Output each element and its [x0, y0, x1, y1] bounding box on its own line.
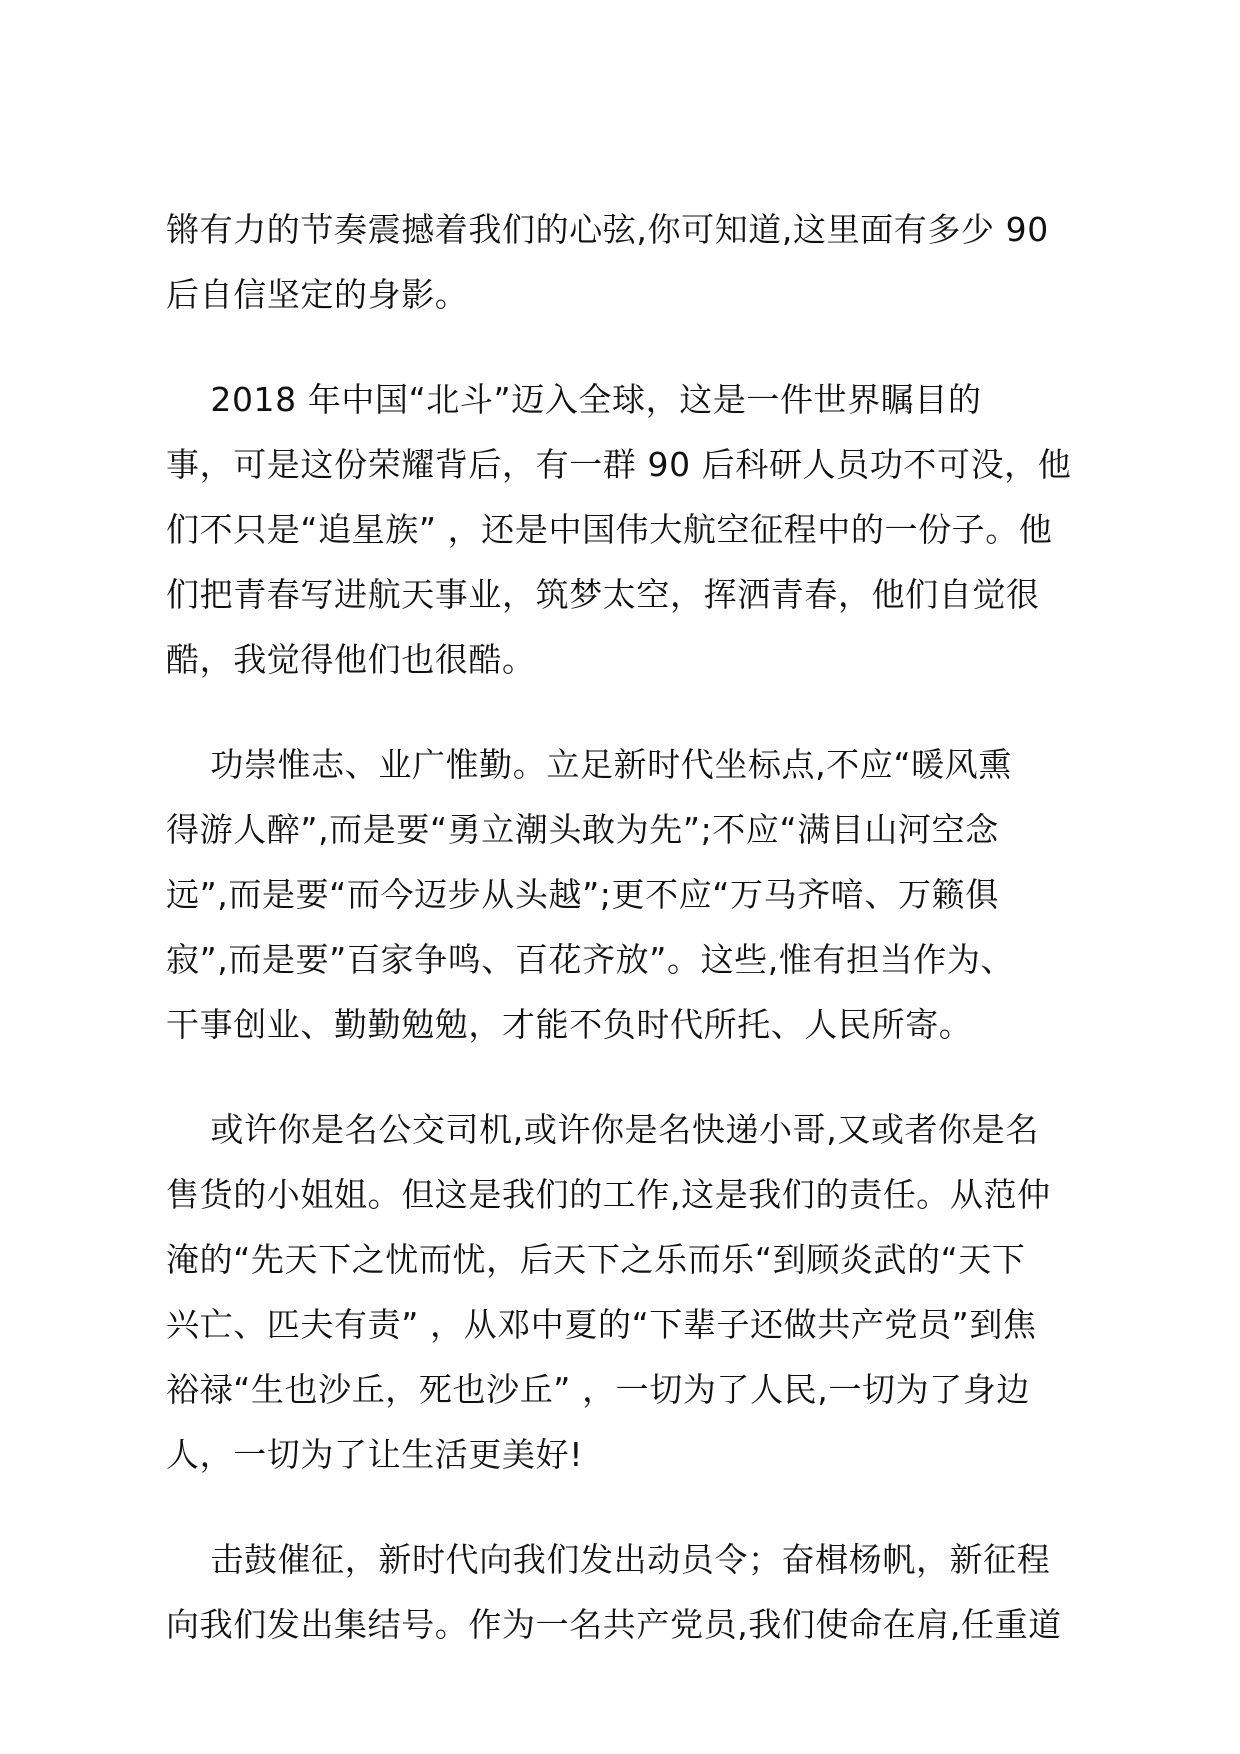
text-line: 得游人醉”,而是要“勇立潮头敢为先”;不应“满目山河空念	[166, 810, 999, 849]
text-line: 们把青春写进航天事业，筑梦太空，挥洒青春，他们自觉很	[166, 575, 1040, 614]
paragraph	[166, 1097, 1078, 1487]
text-line: 干事创业、勤勤勉勉，才能不负时代所托、人民所寄。	[166, 1005, 973, 1044]
text-line: 2018 年中国“北斗”迈入全球，这是一件世界瞩目的	[166, 380, 982, 419]
text-line: 售货的小姐姐。但这是我们的工作,这是我们的责任。从范仲	[166, 1175, 1051, 1214]
text-line: 击鼓催征，新时代向我们发出动员令；奋楫杨帆，新征程	[166, 1540, 1051, 1579]
text-line: 后自信坚定的身影。	[166, 275, 469, 314]
text-line: 裕禄“生也沙丘，死也沙丘” ，一切为了人民,一切为了身边	[166, 1370, 1030, 1409]
text-line: 锵有力的节奏震撼着我们的心弦,你可知道,这里面有多少 90	[166, 210, 1049, 249]
text-line: 远”,而是要“而今迈步从头越”;更不应“万马齐喑、万籁俱	[166, 875, 999, 914]
text-line: 或许你是名公交司机,或许你是名快递小哥,又或者你是名	[166, 1110, 1039, 1149]
text-line: 兴亡、匹夫有责” ，从邓中夏的“下辈子还做共产党员”到焦	[166, 1305, 1037, 1344]
paragraph	[166, 197, 1078, 327]
text-line: 寂”,而是要”百家争鸣、百花齐放”。这些,惟有担当作为、	[166, 940, 1015, 979]
paragraph	[166, 732, 1078, 1057]
text-line: 功崇惟志、业广惟勤。立足新时代坐标点,不应“暖风熏	[166, 745, 1012, 784]
text-line: 们不只是“追星族” ，还是中国伟大航空征程中的一份子。他	[166, 510, 1053, 549]
text-line: 事，可是这份荣耀背后，有一群 90 后科研人员功不可没，他	[166, 445, 1072, 484]
paragraph	[166, 1527, 1078, 1657]
text-line: 向我们发出集结号。作为一名共产党员,我们使命在肩,任重道	[166, 1605, 1062, 1644]
text-line: 人，一切为了让生活更美好!	[166, 1435, 584, 1474]
text-line: 淹的“先天下之忧而忧，后天下之乐而乐“到顾炎武的“天下	[166, 1240, 1026, 1279]
paragraph	[166, 367, 1078, 692]
text-line: 酷，我觉得他们也很酷。	[166, 640, 536, 679]
body-text	[166, 197, 1078, 1657]
